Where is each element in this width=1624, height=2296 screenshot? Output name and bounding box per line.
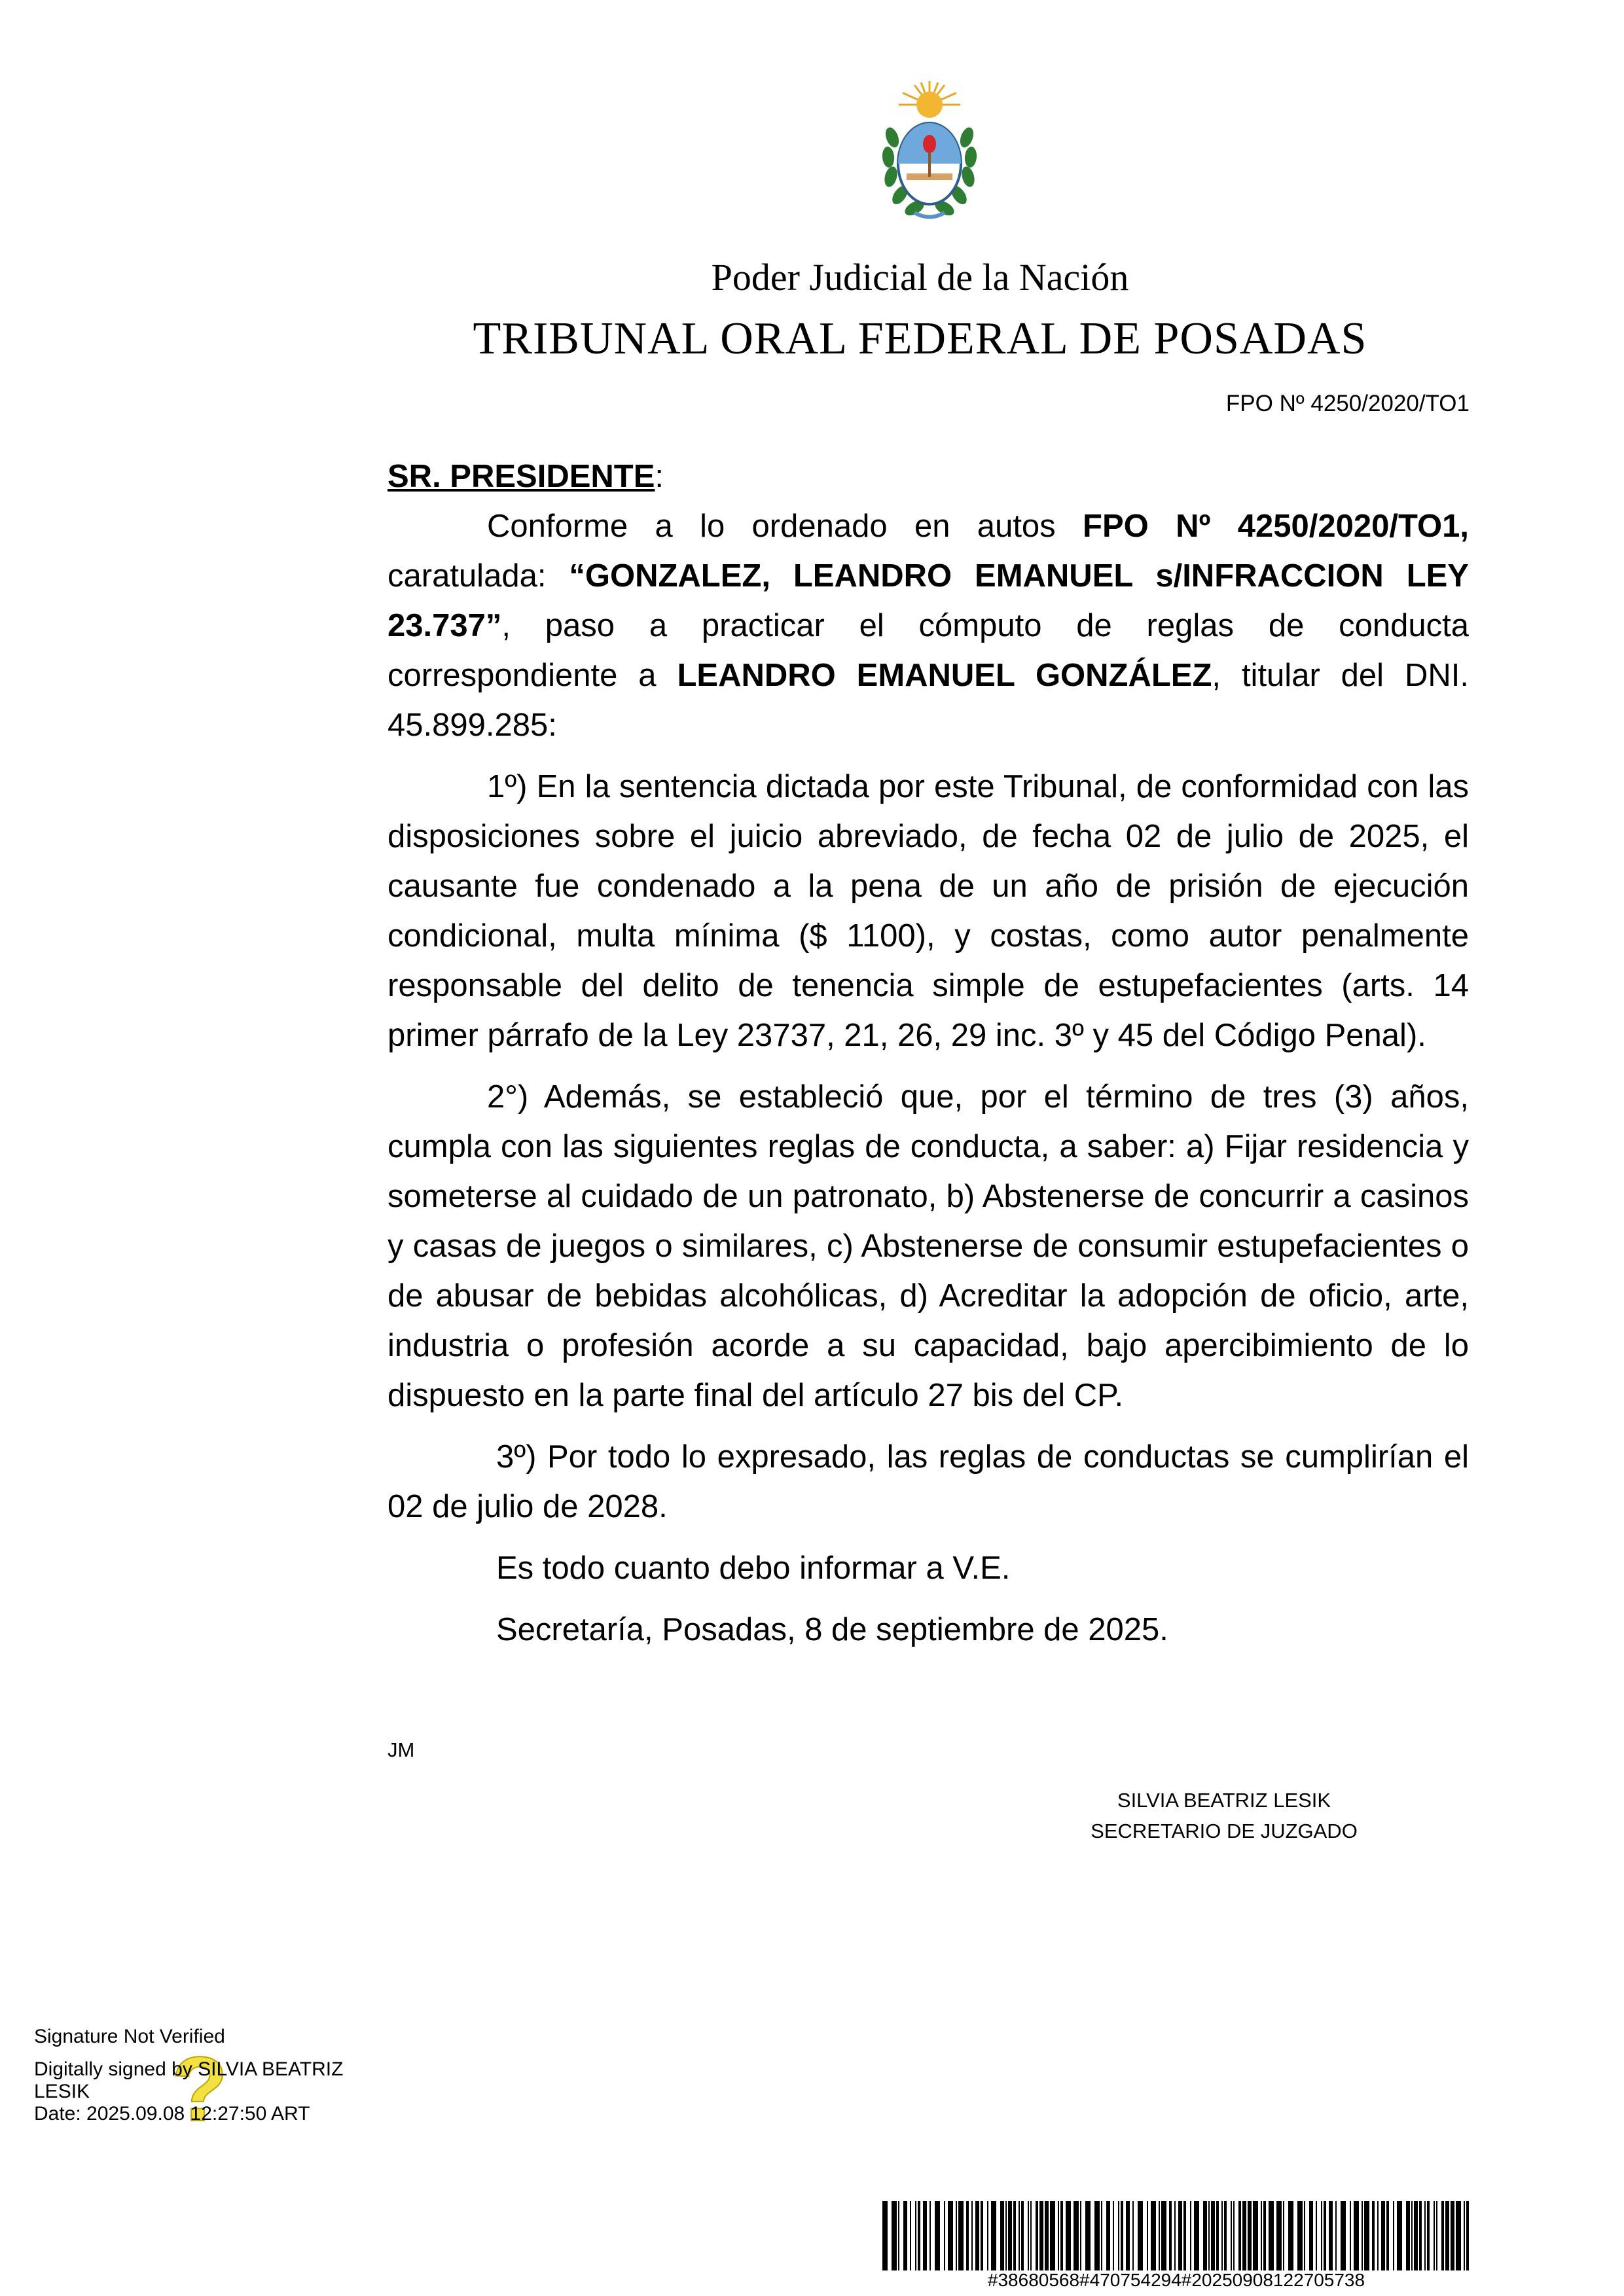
barcode-bar	[929, 2201, 931, 2270]
barcode-bar	[1288, 2201, 1293, 2270]
barcode-bar	[991, 2201, 996, 2270]
barcode-bar	[1005, 2201, 1007, 2270]
barcode-bar	[1283, 2201, 1284, 2270]
svg-text:?: ?	[171, 2037, 228, 2134]
barcode-text: #38680568#470754294#20250908122705738	[987, 2270, 1365, 2290]
intro-paragraph	[388, 501, 1469, 750]
signer-role: SECRETARIO DE JUZGADO	[1091, 1820, 1358, 1842]
barcode-bar	[1372, 2201, 1375, 2270]
barcode-bar	[1013, 2201, 1016, 2270]
barcode-bar	[1058, 2201, 1059, 2270]
barcode-bar	[1419, 2201, 1422, 2270]
barcode-bar	[898, 2201, 899, 2270]
barcode-bar	[1121, 2201, 1123, 2270]
barcode-bar	[1060, 2201, 1063, 2270]
barcode-bar	[1085, 2201, 1091, 2270]
salutation-line	[388, 452, 1469, 501]
organization-name: Poder Judicial de la Nación	[711, 256, 1129, 298]
barcode-bar	[1329, 2201, 1333, 2270]
barcode-bar	[903, 2201, 907, 2270]
signature-date: Date: 2025.09.08 12:27:50 ART	[34, 2103, 310, 2125]
barcode-bar	[1074, 2201, 1079, 2270]
barcode-bar	[1304, 2201, 1305, 2270]
barcode-bar	[1118, 2201, 1119, 2270]
point-3-paragraph: 3º) Por todo lo expresado, las reglas de conductas se cumplirían el 02 de julio de 2028.	[388, 1439, 1469, 1524]
barcode-bar	[1221, 2201, 1223, 2270]
barcode-bar	[935, 2201, 940, 2270]
intro-text-4: , titular del DNI. 45.899.285:	[388, 658, 1469, 743]
point-2-paragraph: 2°) Además, se estableció que, por el término de tres (3) años, cumpla con las siguientes reglas de conducta, a saber: a) Fijar residencia y someterse al cuidado de un patronato, b) Abstenerse de concurrir a casinos y casas de juegos o similares, c) Abstenerse de consumir estupefacientes o de abusar de bebidas alcohólicas, d) Acreditar la adopción de oficio, arte, industria o profesión acorde a su capacidad, bajo apercibimiento de lo dispuesto en la parte final del artículo 27 bis del CP.	[388, 1079, 1469, 1413]
barcode-bar	[944, 2201, 945, 2270]
signature-status: Signature Not Verified	[34, 2026, 225, 2047]
intro-text-2: caratulada:	[388, 558, 569, 594]
initials: JM	[388, 1738, 415, 1761]
barcode-bar	[1178, 2201, 1182, 2270]
barcode-bar	[1386, 2201, 1389, 2270]
barcode-bar	[956, 2201, 957, 2270]
barcode-bar	[915, 2201, 916, 2270]
signer-block	[1034, 1785, 1414, 1846]
barcode-bar	[981, 2201, 983, 2270]
barcode-bar	[1021, 2201, 1024, 2270]
intro-case-number: FPO Nº 4250/2020/TO1,	[1083, 509, 1469, 544]
barcode-bar	[1113, 2201, 1114, 2270]
digital-signature-block	[34, 2026, 401, 2125]
barcode-bar	[1106, 2201, 1110, 2270]
barcode-bar	[923, 2201, 927, 2270]
barcode-bar	[1233, 2201, 1235, 2270]
barcode-bar	[1362, 2201, 1363, 2270]
barcode-bar	[1253, 2201, 1258, 2270]
barcode-bar	[1194, 2201, 1199, 2270]
barcode-bar	[971, 2201, 973, 2270]
barcode-bar	[1324, 2201, 1326, 2270]
letter-body	[388, 452, 1469, 1666]
barcode-bar	[910, 2201, 911, 2270]
barcode-bar	[1466, 2201, 1469, 2270]
barcode-bar	[1406, 2201, 1410, 2270]
barcode-bar	[1248, 2201, 1252, 2270]
barcode-bar	[1000, 2201, 1004, 2270]
barcode-bar	[1126, 2201, 1130, 2270]
barcode-bar	[1316, 2201, 1317, 2270]
barcode-bar	[1263, 2201, 1266, 2270]
barcode-bar	[1436, 2201, 1437, 2270]
barcode-bar	[1269, 2201, 1274, 2270]
barcode-bar	[1028, 2201, 1029, 2270]
intro-case-title: “GONZALEZ, LEANDRO EMANUEL s/INFRACCION LEY 23.737”	[388, 558, 1469, 643]
barcode-bar	[1456, 2201, 1461, 2270]
barcode-bar	[1238, 2201, 1241, 2270]
barcode-bar	[1094, 2201, 1100, 2270]
barcode-bar	[1159, 2201, 1160, 2270]
barcode-bar	[1441, 2201, 1444, 2270]
barcode-bar	[1424, 2201, 1426, 2270]
barcode-bar	[1039, 2201, 1043, 2270]
shield	[898, 123, 961, 204]
barcode-bar	[1464, 2201, 1465, 2270]
barcode-bar	[966, 2201, 969, 2270]
barcode-bar	[1169, 2201, 1172, 2270]
barcode-bar	[1224, 2201, 1227, 2270]
barcode-bar	[1411, 2201, 1413, 2270]
file-reference: FPO Nº 4250/2020/TO1	[1225, 391, 1470, 416]
barcode-bar	[1350, 2201, 1351, 2270]
barcode-bar	[1030, 2201, 1032, 2270]
barcode-bar	[1132, 2201, 1134, 2270]
barcode-bar	[1341, 2201, 1346, 2270]
barcode-bar	[1242, 2201, 1246, 2270]
intro-defendant-name: LEANDRO EMANUEL GONZÁLEZ	[677, 658, 1212, 693]
barcode-bar	[1008, 2201, 1012, 2270]
barcode-bar	[948, 2201, 953, 2270]
barcode-bar	[1050, 2201, 1055, 2270]
barcode-bar	[1190, 2201, 1191, 2270]
barcode-bar	[1397, 2201, 1402, 2270]
barcode-bar	[1045, 2201, 1049, 2270]
closing-line: Es todo cuanto debo informar a V.E.	[496, 1551, 1011, 1586]
barcode-bar	[1414, 2201, 1418, 2270]
barcode-bar	[882, 2201, 888, 2270]
barcode-bar	[1151, 2201, 1156, 2270]
barcode-bar	[1451, 2201, 1454, 2270]
barcode-bar	[1203, 2201, 1207, 2270]
barcode-bar	[1297, 2201, 1303, 2270]
signed-by-line-2: LESIK	[34, 2081, 90, 2102]
salutation: SR. PRESIDENTE	[388, 459, 655, 494]
barcode-bar	[918, 2201, 920, 2270]
barcode-bar	[1445, 2201, 1449, 2270]
barcode-bar	[1276, 2201, 1282, 2270]
barcode-bar	[1147, 2201, 1148, 2270]
barcode-bar	[1036, 2201, 1038, 2270]
salutation-suffix: :	[655, 459, 664, 494]
barcode-bar	[1354, 2201, 1359, 2270]
barcode-bar	[1309, 2201, 1313, 2270]
barcode-bar	[958, 2201, 964, 2270]
barcode-bar	[1138, 2201, 1143, 2270]
point-1-paragraph: 1º) En la sentencia dictada por este Tribunal, de conformidad con las disposiciones sobre el juicio abreviado, de fecha 02 de julio de 2025, el causante fue condenado a la pena de un año de prisión de ejecución condicional, multa mínima ($ 1100), y costas, como autor penalmente responsable del delito de tenencia simple de estupefacientes (arts. 14 primer párrafo de la Ley 23737, 21, 26, 29 inc. 3º y 45 del Código Penal).	[388, 769, 1469, 1053]
barcode-bar	[1101, 2201, 1102, 2270]
place-date-line: Secretaría, Posadas, 8 de septiembre de 2025.	[496, 1612, 1168, 1647]
barcode-bar	[987, 2201, 988, 2270]
barcode-bar	[1161, 2201, 1166, 2270]
intro-text-3: , paso a practicar el cómputo de reglas de conducta correspondiente a	[388, 608, 1469, 693]
barcode-bar	[1393, 2201, 1394, 2270]
tribunal-name: TRIBUNAL ORAL FEDERAL DE POSADAS	[473, 314, 1367, 364]
signer-name: SILVIA BEATRIZ LESIK	[1117, 1789, 1331, 1812]
barcode-bar	[1216, 2201, 1219, 2270]
barcode-bar	[1364, 2201, 1369, 2270]
barcode-bar	[1321, 2201, 1322, 2270]
barcode	[882, 2201, 1470, 2270]
barcode-bar	[1208, 2201, 1210, 2270]
barcode-bar	[1066, 2201, 1071, 2270]
barcode-bar	[1261, 2201, 1262, 2270]
barcode-bar	[1434, 2201, 1435, 2270]
signed-by-line-1: Digitally signed by SILVIA BEATRIZ	[34, 2058, 344, 2080]
barcode-bar	[1231, 2201, 1232, 2270]
barcode-bar	[1211, 2201, 1215, 2270]
barcode-bar	[975, 2201, 979, 2270]
coat-of-arms-emblem	[874, 79, 985, 236]
barcode-bar	[1427, 2201, 1430, 2270]
intro-text-1: Conforme a lo ordenado en autos	[487, 509, 1083, 544]
barcode-bar	[1183, 2201, 1186, 2270]
barcode-bar	[1377, 2201, 1379, 2270]
barcode-bar	[1019, 2201, 1020, 2270]
barcode-bar	[1080, 2201, 1081, 2270]
barcode-bar	[1335, 2201, 1337, 2270]
barcode-bar	[892, 2201, 897, 2270]
sun-icon	[899, 81, 960, 118]
barcode-bar	[1381, 2201, 1385, 2270]
barcode-bar	[1174, 2201, 1176, 2270]
